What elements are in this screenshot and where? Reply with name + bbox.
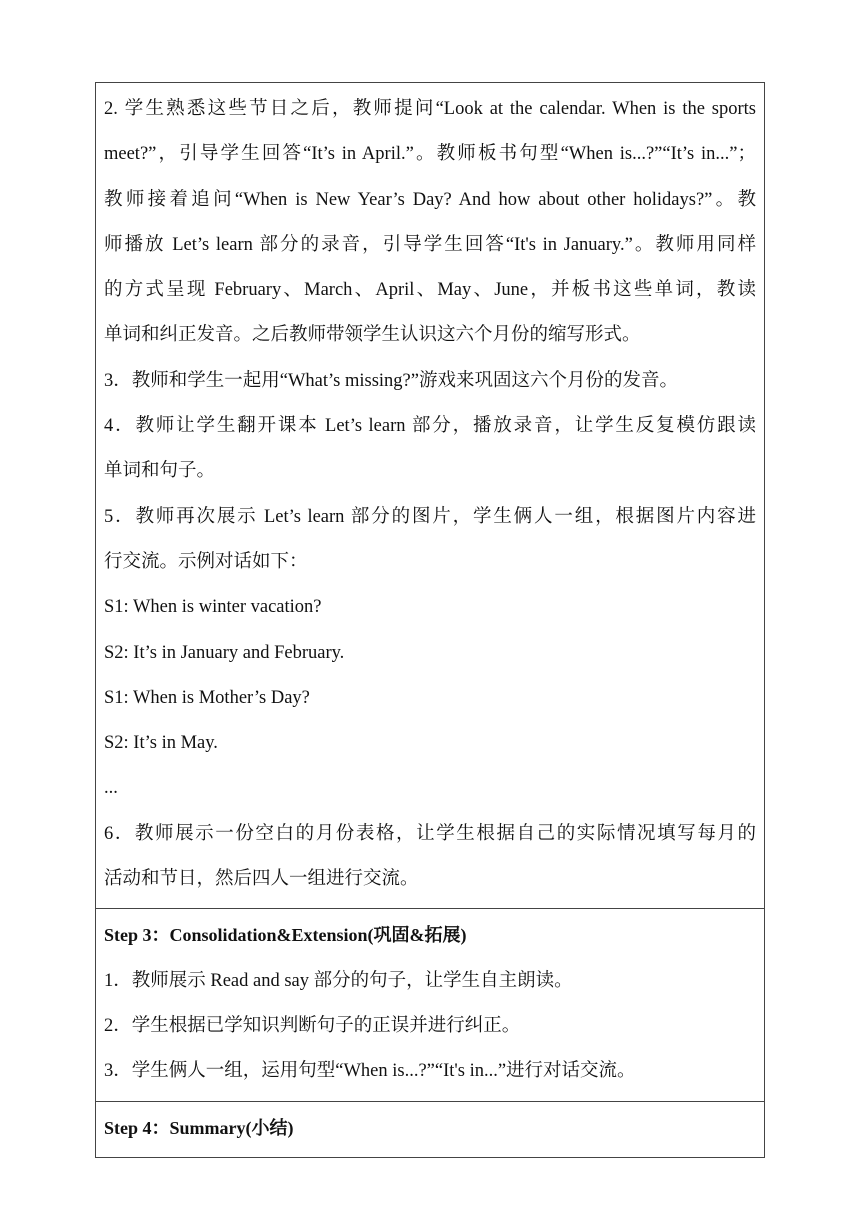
text-line: 单词和纠正发音。之后教师带领学生认识这六个月份的缩写形式。 [104,325,641,346]
ellipsis-line: ... [104,778,118,799]
step2-procedure-cell [96,83,764,909]
text-line: 3．教师和学生一起用“What’s missing?”游戏来巩固这六个月份的发音。 [104,370,678,391]
text-line: 教师接着追问“When is New Year’s Day? And how about other holidays?”。教 [104,189,756,210]
dialogue-line: S2: It’s in January and February. [104,642,345,663]
step4-cell [96,1102,764,1157]
text-line: meet?”，引导学生回答“It’s in April.”。教师板书句型“When is...?”“It’s in...”； [104,144,756,165]
text-line: 单词和句子。 [104,461,216,482]
text-line: 6．教师展示一份空白的月份表格，让学生根据自己的实际情况填写每月的 [104,823,756,844]
text-line: 1．教师展示 Read and say 部分的句子，让学生自主朗读。 [104,970,573,991]
step4-heading: Step 4：Summary(小结) [104,1117,294,1138]
dialogue-line: S1: When is Mother’s Day? [104,687,310,708]
text-line: 行交流。示例对话如下： [104,551,308,572]
text-line: 活动和节日，然后四人一组进行交流。 [104,869,419,890]
dialogue-line: S2: It’s in May. [104,733,218,754]
lesson-plan-table [95,82,765,1158]
step3-heading: Step 3：Consolidation&Extension(巩固&拓展) [104,925,467,946]
text-line: 3．学生俩人一组，运用句型“When is...?”“It's in...”进行对话交流。 [104,1061,636,1082]
step3-cell [96,909,764,1101]
text-line: 2．学生根据已学知识判断句子的正误并进行纠正。 [104,1015,521,1036]
text-line: 5．教师再次展示 Let’s learn 部分的图片，学生俩人一组，根据图片内容进 [104,506,756,527]
text-line: 师播放 Let’s learn 部分的录音，引导学生回答“It's in January.”。教师用同样 [104,234,756,255]
dialogue-line: S1: When is winter vacation? [104,597,322,618]
text-line: 2. 学生熟悉这些节日之后，教师提问“Look at the calendar. When is the sports [104,99,756,119]
text-line: 的方式呈现 February、March、April、May、June，并板书这些单词，教读 [104,280,756,301]
text-line: 4．教师让学生翻开课本 Let’s learn 部分，播放录音，让学生反复模仿跟读 [104,416,756,437]
